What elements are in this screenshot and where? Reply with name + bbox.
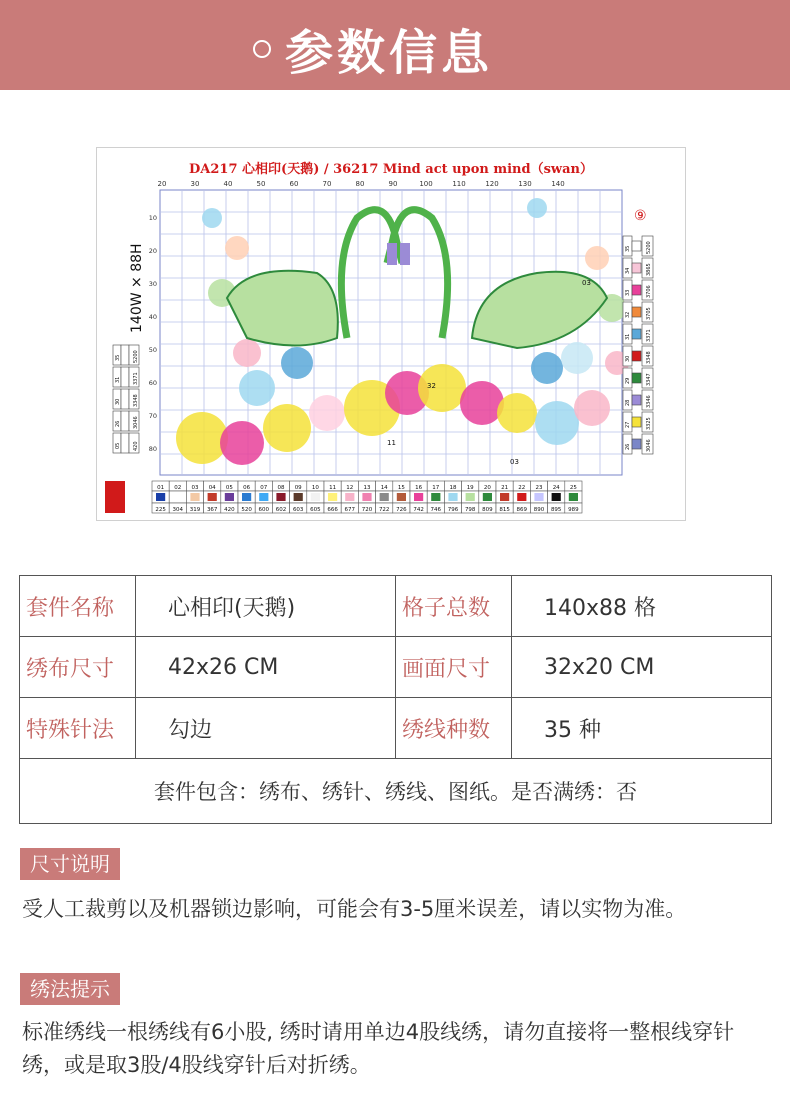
legend-cell [121,389,129,409]
legend-code: 5200 [133,350,139,363]
legend-code: 3347 [646,373,652,386]
legend-number: 07 [260,485,268,491]
left-tick-label: 30 [148,280,157,288]
top-tick-label: 130 [518,180,532,188]
legend-code: 3348 [133,394,139,407]
top-tick-label: 70 [322,180,332,188]
kit-contents: 套件包含：绣布、绣针、绣线、图纸。是否满绣：否 [20,759,772,824]
legend-swatch [569,493,578,501]
size-note-text: 受人工裁剪以及机器锁边影响，可能会有3-5厘米误差，请以实物为准。 [22,897,687,921]
legend-number: 05 [225,485,233,491]
legend-code: 225 [155,507,166,513]
flower-shape [225,236,249,260]
legend-code: 720 [361,507,373,513]
legend-code: 600 [258,507,270,513]
legend-swatch [276,493,285,501]
value-special-stitch: 勾边 [136,698,396,759]
legend-code: 677 [344,507,356,513]
legend-swatch [632,417,641,427]
legend-number: 35 [115,354,121,361]
legend-code: 666 [327,507,338,513]
top-tick-label: 120 [485,180,499,188]
legend-number: 28 [625,399,631,406]
label-kit-name: 套件名称 [20,576,136,637]
flower-shape [202,208,222,228]
legend-swatch [517,493,526,501]
legend-number: 16 [415,485,423,491]
pattern-title: DA217 心相印(天鹅) / 36217 Mind act upon mind（swan） [189,162,593,177]
legend-swatch [362,493,371,501]
legend-code: 809 [482,507,493,513]
top-tick-label: 20 [157,180,167,188]
left-tick-label: 20 [148,247,157,255]
legend-swatch [328,493,337,501]
top-tick-label: 140 [551,180,565,188]
legend-number: 02 [174,485,182,491]
legend-swatch [311,493,320,501]
legend-number: 31 [625,333,631,340]
legend-code: 5200 [646,241,652,254]
legend-code: 798 [464,507,476,513]
legend-number: 21 [501,485,509,491]
legend-swatch [345,493,354,501]
legend-swatch [190,493,199,501]
legend-number: 23 [535,485,543,491]
legend-number: 05 [115,442,121,449]
legend-cell [121,433,129,453]
label-special-stitch: 特殊针法 [20,698,136,759]
area-label: 32 [427,382,436,390]
legend-number: 04 [208,485,216,491]
legend-number: 27 [625,421,631,428]
left-tick-label: 80 [148,445,157,453]
top-tick-label: 50 [256,180,266,188]
legend-number: 14 [380,485,388,491]
legend-number: 25 [569,485,577,491]
legend-code: 3348 [646,351,652,364]
info-footer-row [20,759,772,824]
legend-swatch [294,493,303,501]
info-table [19,575,772,824]
legend-code: 796 [447,507,459,513]
label-grid-total: 格子总数 [396,576,512,637]
legend-number: 20 [483,485,491,491]
top-tick-label: 30 [190,180,200,188]
legend-swatch [156,493,165,501]
legend-code: 603 [292,507,304,513]
legend-number: 33 [625,289,631,296]
flower-shape [263,404,311,452]
legend-number: 12 [346,485,354,491]
legend-code: 895 [550,507,562,513]
flower-shape [239,370,275,406]
flower-shape [418,364,466,412]
legend-swatch [397,493,406,501]
legend-number: 03 [191,485,199,491]
legend-number: 32 [625,311,631,318]
legend-cell [121,411,129,431]
legend-number: 01 [157,485,165,491]
legend-swatch [632,285,641,295]
legend-swatch [208,493,217,501]
legend-number: 35 [625,245,631,252]
legend-number: 10 [311,485,319,491]
legend-code: 3325 [646,417,652,430]
legend-swatch [632,241,641,251]
area-label: 03 [582,279,591,287]
value-kit-name: 心相印(天鹅) [136,576,396,637]
page-mark: ⑨ [634,208,647,224]
legend-number: 30 [115,398,121,405]
left-tick-label: 10 [148,214,157,222]
legend-code: 520 [241,507,252,513]
legend-code: 722 [378,507,390,513]
legend-swatch [632,439,641,449]
circle-icon [253,40,271,58]
legend-code: 605 [310,507,321,513]
size-label: 140W × 88H [129,243,145,333]
value-picture-size: 32x20 CM [512,637,772,698]
legend-code: 602 [275,507,287,513]
legend-code: 367 [206,507,218,513]
flower-shape [585,246,609,270]
flower-shape [281,347,313,379]
legend-swatch [632,351,641,361]
legend-code: 319 [189,507,201,513]
legend-swatch [242,493,251,501]
flower-shape [531,352,563,384]
swan-head [387,243,397,265]
legend-swatch [483,493,492,501]
area-label: 11 [387,439,396,447]
value-grid-total: 140x88 格 [512,576,772,637]
left-tick-label: 40 [148,313,157,321]
legend-number: 34 [625,267,631,274]
legend-number: 08 [277,485,285,491]
legend-swatch [500,493,509,501]
value-thread-types: 35 种 [512,698,772,759]
size-note-tag: 尺寸说明 [20,848,120,880]
flower-shape [220,421,264,465]
legend-number: 31 [115,376,121,383]
legend-code: 890 [533,507,545,513]
legend-number: 13 [363,485,371,491]
flower-shape [535,401,579,445]
stitch-tip-tag: 绣法提示 [20,973,120,1005]
label-thread-types: 绣线种数 [396,698,512,759]
legend-cell [121,367,129,387]
flower-shape [309,395,345,431]
legend-header [105,481,125,513]
legend-code: 3706 [646,285,652,298]
legend-code: 420 [224,507,235,513]
legend-number: 06 [243,485,251,491]
legend-code: 3705 [646,307,652,320]
legend-swatch [632,329,641,339]
legend-code: 3371 [646,329,652,342]
legend-number: 17 [432,485,440,491]
flower-shape [574,390,610,426]
top-tick-label: 60 [289,180,299,188]
stitch-tip-text: 标准绣线一根绣线有6小股, 绣时请用单边4股线绣，请勿直接将一整根线穿针绣，或是取3股/4股线穿针后对折绣。 [22,1020,735,1077]
legend-swatch [632,263,641,273]
legend-code: 989 [568,507,579,513]
legend-code: 304 [172,507,184,513]
legend-number: 24 [552,485,560,491]
legend-swatch [259,493,268,501]
page-header [0,0,790,90]
legend-code: 420 [133,441,139,451]
flower-shape [561,342,593,374]
flower-shape [460,381,504,425]
legend-number: 11 [329,485,337,491]
flower-shape [497,393,537,433]
legend-code: 3346 [646,395,652,408]
legend-code: 3865 [646,263,652,276]
label-cloth-size: 绣布尺寸 [20,637,136,698]
pattern-preview [96,147,686,521]
legend-swatch [632,373,641,383]
flower-shape [527,198,547,218]
legend-number: 09 [294,485,302,491]
legend-code: 742 [413,507,424,513]
legend-swatch [225,493,234,501]
info-row [20,698,772,759]
flower-shape [176,412,228,464]
legend-swatch [431,493,440,501]
left-tick-label: 70 [148,412,157,420]
legend-swatch [632,307,641,317]
value-cloth-size: 42x26 CM [136,637,396,698]
legend-code: 3046 [133,416,139,429]
legend-swatch [534,493,543,501]
info-row [20,637,772,698]
top-tick-label: 90 [388,180,398,188]
legend-code: 3371 [133,372,139,385]
top-tick-label: 40 [223,180,233,188]
legend-swatch [448,493,457,501]
legend-swatch [380,493,389,501]
page-title: 参数信息 [285,25,494,81]
legend-number: 26 [115,420,121,427]
legend-swatch [173,493,182,501]
top-tick-label: 100 [419,180,433,188]
legend-swatch [414,493,423,501]
legend-code: 726 [396,507,407,513]
top-tick-label: 80 [355,180,365,188]
legend-number: 26 [625,443,631,450]
info-row [20,576,772,637]
legend-swatch [632,395,641,405]
legend-number: 29 [625,377,631,384]
area-label: 03 [510,458,519,466]
flower-shape [233,339,261,367]
legend-code: 815 [499,507,510,513]
legend-cell [121,345,129,365]
legend-swatch [466,493,475,501]
swan-head [400,243,410,265]
left-tick-label: 60 [148,379,157,387]
top-tick-label: 110 [452,180,466,188]
legend-swatch [552,493,561,501]
pattern-chart [97,148,685,520]
left-tick-label: 50 [148,346,157,354]
legend-number: 22 [518,485,526,491]
legend-number: 15 [397,485,405,491]
legend-number: 19 [466,485,474,491]
legend-code: 746 [430,507,442,513]
legend-code: 3046 [646,439,652,452]
legend-code: 869 [516,507,528,513]
legend-number: 18 [449,485,457,491]
legend-number: 30 [625,355,631,362]
label-picture-size: 画面尺寸 [396,637,512,698]
